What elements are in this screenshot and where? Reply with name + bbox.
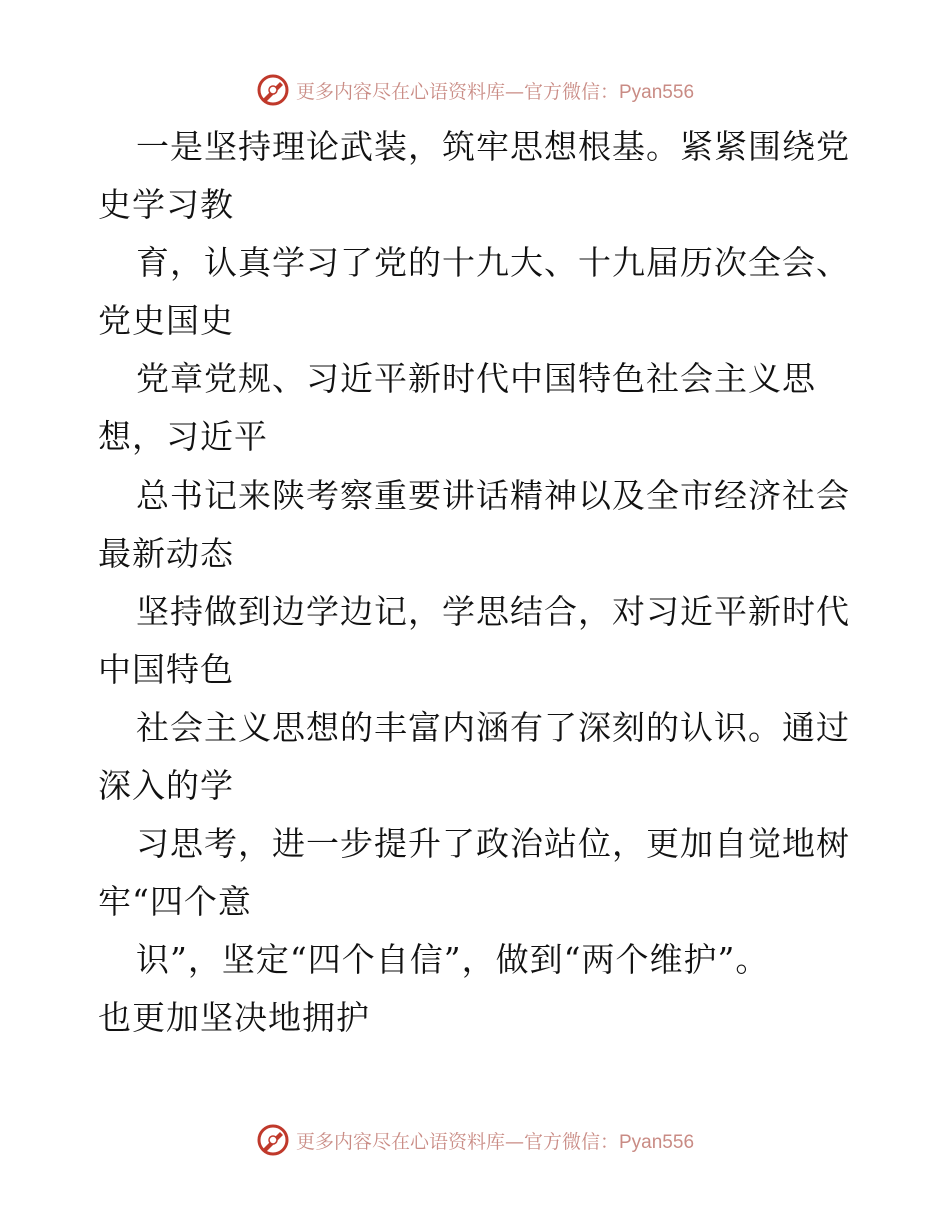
text-line: 育，认真学习了党的十九大、十九届历次全会、 [136,243,850,283]
text-line: 深入的学 [98,766,234,806]
text-line: 习思考，进一步提升了政治站位，更加自觉地树 [136,824,850,864]
text-line: 也更加坚决地拥护 [98,998,370,1038]
text-line: 识”，坚定“四个自信”，做到“两个维护”。 [136,940,770,980]
header-watermark [0,70,950,110]
text-line: 社会主义思想的丰富内涵有了深刻的认识。通过 [136,707,850,747]
text-line: 中国特色 [98,649,234,689]
text-line: 史学习教 [98,185,234,225]
footer-watermark [0,1120,950,1160]
text-line: 一是坚持理论武装，筑牢思想根基。紧紧围绕党 [136,127,850,166]
text-line: 党章党规、习近平新时代中国特色社会主义思 [136,359,816,399]
text-line: 想，习近平 [98,417,268,457]
text-line: 党史国史 [98,301,234,341]
text-line: 总书记来陕考察重要讲话精神以及全市经济社会 [136,475,850,515]
red-circle-pen-logo-icon [256,1123,290,1157]
text-line: 牢“四个意 [98,882,252,922]
watermark-text: 更多内容尽在心语资料库—官方微信：Pyan556 [295,1130,695,1153]
document-body [98,118,858,1048]
text-line: 坚持做到边学边记，学思结合，对习近平新时代 [136,591,850,631]
red-circle-pen-logo-icon [256,73,290,107]
watermark-text: 更多内容尽在心语资料库—官方微信：Pyan556 [295,80,695,103]
text-line: 最新动态 [98,533,234,573]
